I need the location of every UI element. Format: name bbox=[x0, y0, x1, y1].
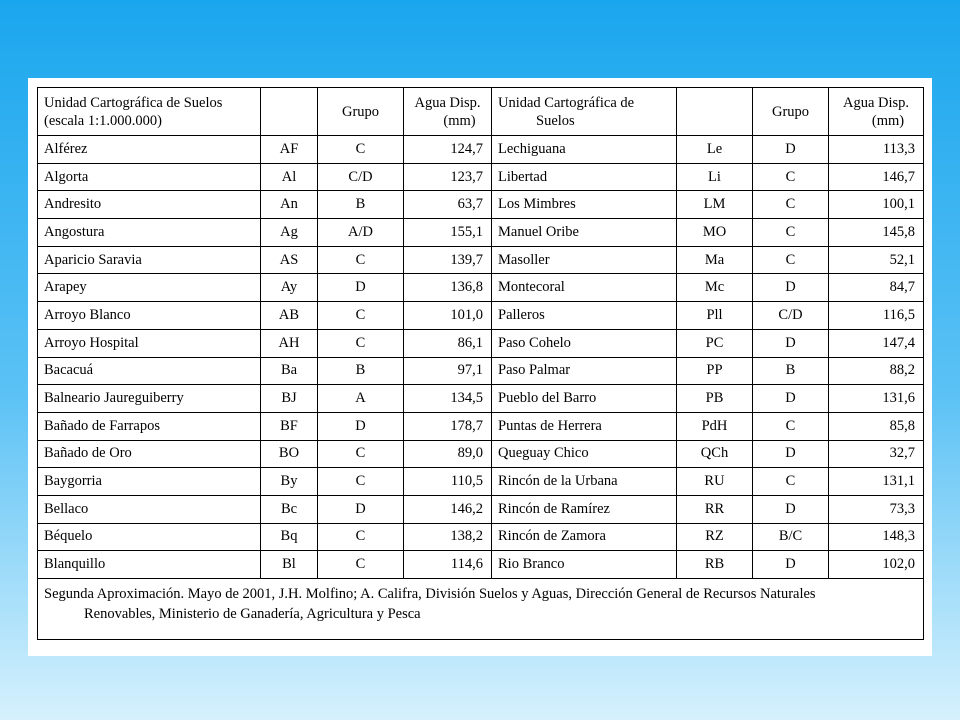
cell-left-group: D bbox=[318, 495, 404, 523]
cell-right-group: C bbox=[753, 219, 829, 247]
cell-right-group: D bbox=[753, 495, 829, 523]
cell-left-code: Ba bbox=[261, 357, 318, 385]
cell-right-name: Montecoral bbox=[492, 274, 677, 302]
cell-left-group: C bbox=[318, 468, 404, 496]
header-agua-right bbox=[829, 88, 924, 136]
footer-row bbox=[38, 579, 924, 640]
cell-left-code: Al bbox=[261, 163, 318, 191]
source-note-line2: Renovables, Ministerio de Ganadería, Agricultura y Pesca bbox=[84, 606, 421, 622]
cell-left-water: 110,5 bbox=[404, 468, 492, 496]
cell-right-code: PP bbox=[677, 357, 753, 385]
cell-right-group: C bbox=[753, 163, 829, 191]
cell-left-water: 89,0 bbox=[404, 440, 492, 468]
cell-right-name: Los Mimbres bbox=[492, 191, 677, 219]
cell-left-water: 134,5 bbox=[404, 385, 492, 413]
cell-right-code: Li bbox=[677, 163, 753, 191]
header-grupo-left: Grupo bbox=[318, 88, 404, 136]
cell-left-water: 124,7 bbox=[404, 136, 492, 164]
cell-left-water: 136,8 bbox=[404, 274, 492, 302]
cell-right-name: Masoller bbox=[492, 246, 677, 274]
cell-right-name: Rio Branco bbox=[492, 551, 677, 579]
cell-left-code: AB bbox=[261, 302, 318, 330]
cell-left-name: Blanquillo bbox=[38, 551, 261, 579]
cell-right-water: 88,2 bbox=[829, 357, 924, 385]
cell-left-group: D bbox=[318, 274, 404, 302]
cell-right-group: D bbox=[753, 136, 829, 164]
header-unidad-left-line2: (escala 1:1.000.000) bbox=[44, 112, 162, 129]
cell-left-water: 97,1 bbox=[404, 357, 492, 385]
table-row bbox=[38, 357, 924, 385]
cell-right-code: Mc bbox=[677, 274, 753, 302]
cell-right-group: D bbox=[753, 274, 829, 302]
cell-right-name: Pueblo del Barro bbox=[492, 385, 677, 413]
cell-right-group: D bbox=[753, 385, 829, 413]
cell-right-name: Libertad bbox=[492, 163, 677, 191]
cell-right-group: D bbox=[753, 440, 829, 468]
cell-left-name: Aparicio Saravia bbox=[38, 246, 261, 274]
cell-left-water: 178,7 bbox=[404, 412, 492, 440]
cell-left-group: C bbox=[318, 440, 404, 468]
cell-left-code: By bbox=[261, 468, 318, 496]
cell-right-water: 148,3 bbox=[829, 523, 924, 551]
cell-right-name: Queguay Chico bbox=[492, 440, 677, 468]
cell-right-water: 100,1 bbox=[829, 191, 924, 219]
cell-left-group: C bbox=[318, 302, 404, 330]
cell-left-name: Bellaco bbox=[38, 495, 261, 523]
cell-right-name: Rincón de Zamora bbox=[492, 523, 677, 551]
cell-left-code: BJ bbox=[261, 385, 318, 413]
cell-right-water: 147,4 bbox=[829, 329, 924, 357]
cell-left-code: AH bbox=[261, 329, 318, 357]
cell-right-name: Rincón de la Urbana bbox=[492, 468, 677, 496]
cell-right-group: C bbox=[753, 191, 829, 219]
cell-left-name: Béquelo bbox=[38, 523, 261, 551]
cell-right-code: RZ bbox=[677, 523, 753, 551]
table-row bbox=[38, 440, 924, 468]
cell-right-water: 131,6 bbox=[829, 385, 924, 413]
cell-left-group: C bbox=[318, 523, 404, 551]
header-agua-right-line2: (mm) bbox=[871, 112, 905, 129]
cell-left-code: Bc bbox=[261, 495, 318, 523]
cell-left-code: BF bbox=[261, 412, 318, 440]
header-agua-left bbox=[404, 88, 492, 136]
cell-right-code: LM bbox=[677, 191, 753, 219]
table-row bbox=[38, 329, 924, 357]
cell-left-group: A bbox=[318, 385, 404, 413]
header-code-left bbox=[261, 88, 318, 136]
cell-left-water: 146,2 bbox=[404, 495, 492, 523]
header-code-right bbox=[677, 88, 753, 136]
cell-left-name: Bañado de Farrapos bbox=[38, 412, 261, 440]
table-row bbox=[38, 412, 924, 440]
header-unidad-left bbox=[38, 88, 261, 136]
cell-right-name: Lechiguana bbox=[492, 136, 677, 164]
cell-right-water: 52,1 bbox=[829, 246, 924, 274]
header-grupo-right: Grupo bbox=[753, 88, 829, 136]
source-note-line1: Segunda Aproximación. Mayo de 2001, J.H. Molfino; A. Califra, División Suelos y Aguas, Dirección General de Recursos Naturales bbox=[44, 586, 816, 602]
cell-right-code: RU bbox=[677, 468, 753, 496]
cell-left-water: 155,1 bbox=[404, 219, 492, 247]
cell-right-water: 131,1 bbox=[829, 468, 924, 496]
header-unidad-right-line2: Suelos bbox=[536, 112, 575, 129]
cell-left-code: Bq bbox=[261, 523, 318, 551]
cell-right-code: QCh bbox=[677, 440, 753, 468]
cell-left-name: Alférez bbox=[38, 136, 261, 164]
cell-left-group: C bbox=[318, 136, 404, 164]
header-unidad-left-line1: Unidad Cartográfica de Suelos bbox=[44, 94, 223, 111]
cell-right-group: D bbox=[753, 551, 829, 579]
cell-right-water: 73,3 bbox=[829, 495, 924, 523]
cell-left-group: C bbox=[318, 329, 404, 357]
cell-left-name: Balneario Jaureguiberry bbox=[38, 385, 261, 413]
table-row bbox=[38, 274, 924, 302]
cell-right-water: 102,0 bbox=[829, 551, 924, 579]
cell-left-code: Bl bbox=[261, 551, 318, 579]
cell-left-water: 139,7 bbox=[404, 246, 492, 274]
cell-left-name: Arroyo Blanco bbox=[38, 302, 261, 330]
cell-left-name: Algorta bbox=[38, 163, 261, 191]
cell-left-group: B bbox=[318, 191, 404, 219]
cell-left-code: AF bbox=[261, 136, 318, 164]
table-row bbox=[38, 136, 924, 164]
table-row bbox=[38, 523, 924, 551]
cell-left-code: AS bbox=[261, 246, 318, 274]
cell-left-code: Ay bbox=[261, 274, 318, 302]
table-row bbox=[38, 191, 924, 219]
table-row bbox=[38, 302, 924, 330]
cell-right-code: RR bbox=[677, 495, 753, 523]
cell-left-water: 138,2 bbox=[404, 523, 492, 551]
cell-right-name: Manuel Oribe bbox=[492, 219, 677, 247]
cell-left-group: C bbox=[318, 246, 404, 274]
table-row bbox=[38, 551, 924, 579]
cell-right-code: Ma bbox=[677, 246, 753, 274]
cell-right-name: Paso Cohelo bbox=[492, 329, 677, 357]
cell-left-group: B bbox=[318, 357, 404, 385]
cell-left-name: Angostura bbox=[38, 219, 261, 247]
cell-left-group: A/D bbox=[318, 219, 404, 247]
header-unidad-right-line1: Unidad Cartográfica de bbox=[498, 94, 635, 111]
table-row bbox=[38, 246, 924, 274]
cell-right-name: Puntas de Herrera bbox=[492, 412, 677, 440]
header-unidad-right bbox=[492, 88, 677, 136]
cell-right-code: PdH bbox=[677, 412, 753, 440]
table-row bbox=[38, 163, 924, 191]
cell-left-water: 101,0 bbox=[404, 302, 492, 330]
cell-right-group: C bbox=[753, 246, 829, 274]
cell-left-water: 63,7 bbox=[404, 191, 492, 219]
table-row bbox=[38, 219, 924, 247]
cell-right-code: Le bbox=[677, 136, 753, 164]
cell-right-water: 85,8 bbox=[829, 412, 924, 440]
cell-right-group: C bbox=[753, 468, 829, 496]
cell-right-group: C bbox=[753, 412, 829, 440]
cell-left-name: Arapey bbox=[38, 274, 261, 302]
cell-right-code: RB bbox=[677, 551, 753, 579]
header-row bbox=[38, 88, 924, 136]
header-agua-left-line2: (mm) bbox=[443, 112, 476, 129]
cell-left-name: Baygorria bbox=[38, 468, 261, 496]
cell-left-name: Arroyo Hospital bbox=[38, 329, 261, 357]
header-agua-right-line1: Agua Disp. bbox=[842, 94, 910, 111]
cell-left-code: An bbox=[261, 191, 318, 219]
cell-right-code: PC bbox=[677, 329, 753, 357]
header-agua-left-line1: Agua Disp. bbox=[414, 94, 481, 111]
cell-right-water: 113,3 bbox=[829, 136, 924, 164]
cell-left-group: D bbox=[318, 412, 404, 440]
cell-left-name: Bacacuá bbox=[38, 357, 261, 385]
table-panel bbox=[28, 78, 932, 656]
cell-right-group: D bbox=[753, 329, 829, 357]
cell-right-code: MO bbox=[677, 219, 753, 247]
cell-right-name: Rincón de Ramírez bbox=[492, 495, 677, 523]
cell-right-group: B bbox=[753, 357, 829, 385]
cell-right-water: 146,7 bbox=[829, 163, 924, 191]
cell-right-water: 84,7 bbox=[829, 274, 924, 302]
cell-right-name: Palleros bbox=[492, 302, 677, 330]
cell-right-name: Paso Palmar bbox=[492, 357, 677, 385]
cell-left-water: 123,7 bbox=[404, 163, 492, 191]
cell-left-code: Ag bbox=[261, 219, 318, 247]
cell-left-group: C bbox=[318, 551, 404, 579]
cell-right-water: 145,8 bbox=[829, 219, 924, 247]
table-row bbox=[38, 385, 924, 413]
cell-left-group: C/D bbox=[318, 163, 404, 191]
cell-right-code: PB bbox=[677, 385, 753, 413]
cell-right-code: Pll bbox=[677, 302, 753, 330]
cell-left-water: 86,1 bbox=[404, 329, 492, 357]
cell-right-group: C/D bbox=[753, 302, 829, 330]
cell-left-name: Bañado de Oro bbox=[38, 440, 261, 468]
cell-left-name: Andresito bbox=[38, 191, 261, 219]
cell-right-water: 32,7 bbox=[829, 440, 924, 468]
cell-right-water: 116,5 bbox=[829, 302, 924, 330]
cell-right-group: B/C bbox=[753, 523, 829, 551]
cell-left-water: 114,6 bbox=[404, 551, 492, 579]
table-row bbox=[38, 495, 924, 523]
cell-left-code: BO bbox=[261, 440, 318, 468]
soil-units-table bbox=[37, 87, 924, 640]
source-note bbox=[38, 579, 924, 640]
table-row bbox=[38, 468, 924, 496]
